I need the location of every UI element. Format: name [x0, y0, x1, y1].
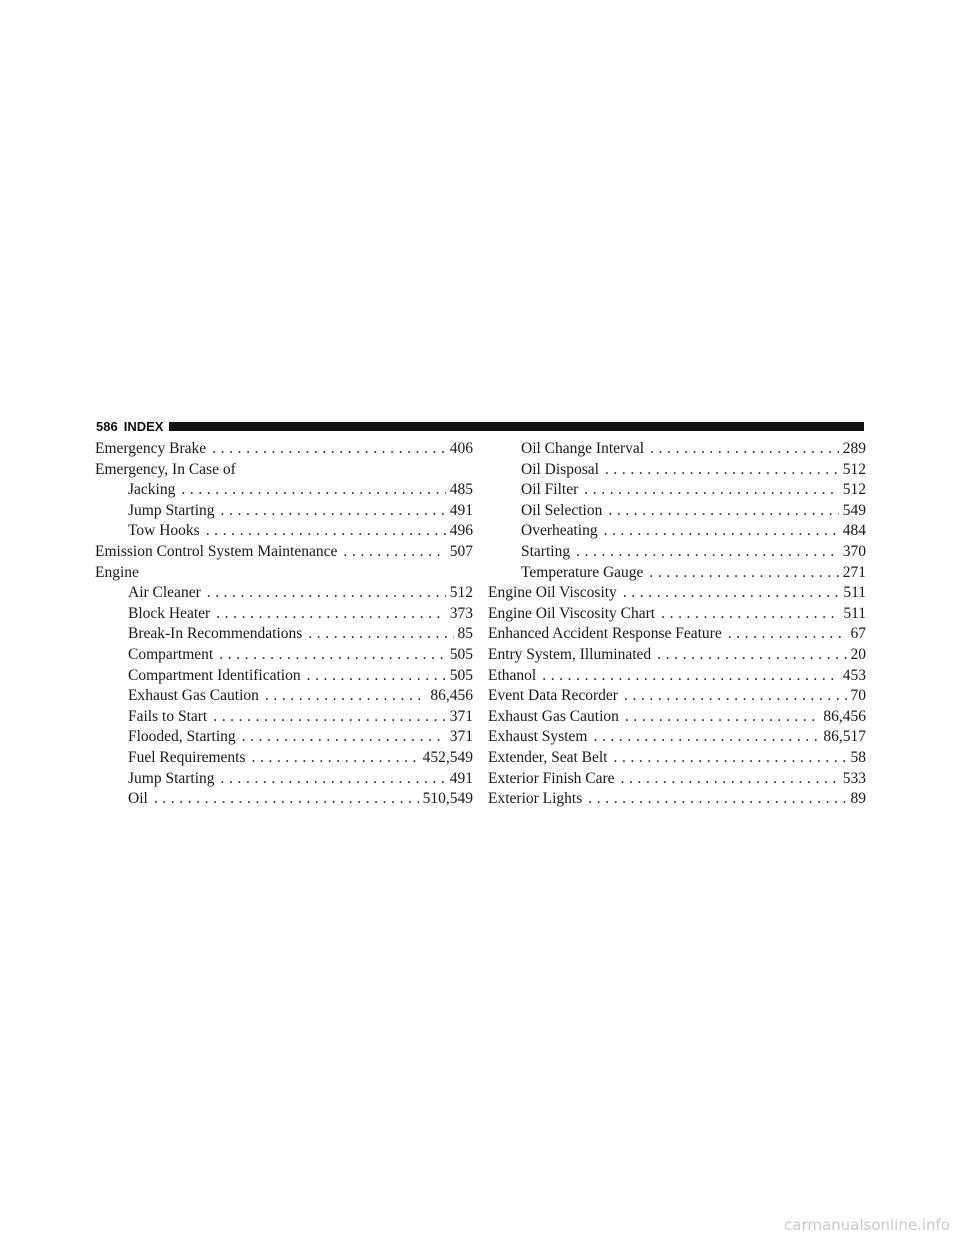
entry-term: Emission Control System Maintenance — [95, 542, 338, 560]
entry-term: Emergency Brake — [95, 440, 207, 457]
entry-term: Flooded, Starting — [128, 728, 236, 746]
index-entry — [95, 480, 473, 501]
entry-page-ref: 86,456 — [430, 687, 473, 705]
dot-leader — [604, 521, 839, 542]
dot-leader — [650, 439, 839, 460]
entry-term: Engine — [95, 563, 139, 581]
dot-leader — [649, 563, 838, 584]
entry-page-ref: 58 — [850, 748, 866, 766]
entry-term: Engine Oil Viscosity Chart — [488, 604, 656, 622]
index-entry — [95, 460, 473, 481]
entry-page-ref: 507 — [449, 542, 473, 560]
index-entry — [488, 439, 866, 460]
index-entry — [95, 501, 473, 522]
entry-page-ref: 496 — [449, 522, 473, 540]
entry-term: Exhaust Gas Caution — [488, 707, 619, 725]
entry-term: Starting — [521, 542, 571, 560]
entry-page-ref: 512 — [842, 460, 866, 478]
dot-leader — [207, 583, 446, 604]
dot-leader — [307, 666, 446, 687]
index-entry — [95, 604, 473, 625]
index-entry — [95, 563, 473, 584]
entry-page-ref: 511 — [843, 604, 866, 622]
index-entry — [488, 686, 866, 707]
index-entry — [488, 707, 866, 728]
index-entry — [488, 460, 866, 481]
entry-term: Enhanced Accident Response Feature — [488, 625, 722, 643]
entry-term: Exhaust System — [488, 728, 588, 746]
entry-page-ref: 67 — [850, 625, 866, 643]
entry-page-ref: 485 — [449, 481, 473, 499]
index-entry — [95, 727, 473, 748]
index-entry — [488, 521, 866, 542]
entry-page-ref: 453 — [842, 666, 866, 684]
dot-leader — [605, 460, 839, 481]
entry-page-ref: 371 — [449, 728, 473, 746]
dot-leader — [624, 686, 847, 707]
dot-leader — [343, 542, 445, 563]
entry-page-ref: 406 — [449, 440, 473, 457]
dot-leader — [181, 480, 445, 501]
entry-term: Emergency, In Case of — [95, 460, 236, 478]
index-entry — [488, 748, 866, 769]
index-entry — [95, 707, 473, 728]
entry-term: Entry System, Illuminated — [488, 645, 652, 663]
dot-leader — [242, 727, 446, 748]
entry-page-ref: 511 — [843, 584, 866, 602]
index-column-right — [488, 439, 866, 810]
index-entry — [95, 686, 473, 707]
entry-term: Engine Oil Viscosity — [488, 584, 617, 602]
entry-term: Extender, Seat Belt — [488, 748, 608, 766]
dot-leader — [542, 666, 839, 687]
dot-leader — [212, 439, 446, 460]
entry-term: Oil — [128, 790, 148, 808]
header-rule — [169, 422, 864, 431]
entry-term: Event Data Recorder — [488, 687, 618, 705]
entry-term: Oil Selection — [521, 501, 603, 519]
index-entry — [95, 542, 473, 563]
entry-page-ref: 89 — [850, 790, 866, 808]
entry-page-ref: 533 — [842, 769, 866, 787]
index-entry — [95, 748, 473, 769]
entry-page-ref: 510,549 — [422, 790, 473, 808]
dot-leader — [221, 769, 446, 790]
dot-leader — [219, 645, 446, 666]
entry-term: Break-In Recommendations — [128, 625, 303, 643]
entry-term: Block Heater — [128, 604, 211, 622]
dot-leader — [728, 624, 847, 645]
entry-page-ref: 512 — [449, 584, 473, 602]
page-header — [96, 417, 864, 435]
index-entry — [95, 769, 473, 790]
index-entry — [488, 563, 866, 584]
entry-page-ref: 70 — [850, 687, 866, 705]
entry-term: Temperature Gauge — [521, 563, 644, 581]
index-entry — [488, 480, 866, 501]
entry-term: Oil Change Interval — [521, 440, 645, 457]
index-entry — [95, 521, 473, 542]
entry-page-ref: 86,517 — [823, 728, 866, 746]
index-entry — [488, 501, 866, 522]
dot-leader — [621, 769, 839, 790]
entry-term: Exhaust Gas Caution — [128, 687, 259, 705]
entry-page-ref: 512 — [842, 481, 866, 499]
dot-leader — [661, 604, 839, 625]
dot-leader — [213, 707, 446, 728]
index-entry — [488, 604, 866, 625]
entry-term: Compartment Identification — [128, 666, 301, 684]
dot-leader — [613, 748, 846, 769]
entry-term: Oil Filter — [521, 481, 579, 499]
dot-leader — [308, 624, 453, 645]
dot-leader — [265, 686, 427, 707]
entry-page-ref: 484 — [842, 522, 866, 540]
entry-term: Jump Starting — [128, 769, 215, 787]
entry-page-ref: 452,549 — [422, 748, 473, 766]
entry-page-ref: 271 — [842, 563, 866, 581]
entry-term: Fails to Start — [128, 707, 208, 725]
entry-term: Air Cleaner — [128, 584, 201, 602]
entry-page-ref: 370 — [842, 542, 866, 560]
index-entry — [488, 789, 866, 810]
entry-page-ref: 505 — [449, 645, 473, 663]
entry-page-ref: 491 — [449, 501, 473, 519]
page-number: 586 — [96, 418, 118, 434]
entry-page-ref: 371 — [449, 707, 473, 725]
entry-term: Ethanol — [488, 666, 537, 684]
section-title: INDEX — [123, 418, 164, 434]
entry-term: Tow Hooks — [128, 522, 200, 540]
index-entry — [95, 789, 473, 810]
entry-term: Overheating — [521, 522, 598, 540]
dot-leader — [252, 748, 419, 769]
entry-page-ref: 86,456 — [823, 707, 866, 725]
entry-term: Oil Disposal — [521, 460, 599, 478]
entry-page-ref: 505 — [449, 666, 473, 684]
dot-leader — [657, 645, 846, 666]
index-entry — [95, 583, 473, 604]
dot-leader — [154, 789, 419, 810]
index-column-left — [95, 439, 473, 810]
entry-term: Jacking — [128, 481, 176, 499]
entry-term: Jump Starting — [128, 501, 215, 519]
entry-page-ref: 549 — [842, 501, 866, 519]
dot-leader — [593, 727, 819, 748]
index-entry — [488, 727, 866, 748]
entry-term: Exterior Lights — [488, 790, 583, 808]
entry-term: Exterior Finish Care — [488, 769, 615, 787]
index-entry — [95, 624, 473, 645]
entry-page-ref: 85 — [457, 625, 473, 643]
dot-leader — [623, 583, 840, 604]
dot-leader — [584, 480, 838, 501]
index-entry — [488, 645, 866, 666]
index-entry — [488, 624, 866, 645]
index-entry — [488, 666, 866, 687]
entry-term: Compartment — [128, 645, 214, 663]
dot-leader — [221, 501, 446, 522]
entry-page-ref: 373 — [449, 604, 473, 622]
index-entry — [95, 645, 473, 666]
index-entry — [488, 542, 866, 563]
entry-term: Fuel Requirements — [128, 748, 246, 766]
index-entry — [95, 666, 473, 687]
index-entry — [488, 769, 866, 790]
index-entry — [488, 583, 866, 604]
watermark: carmanualsonline.info — [784, 1216, 950, 1234]
dot-leader — [576, 542, 839, 563]
entry-page-ref: 20 — [850, 645, 866, 663]
index-entry — [95, 439, 473, 460]
entry-page-ref: 491 — [449, 769, 473, 787]
entry-page-ref: 289 — [842, 440, 866, 457]
dot-leader — [216, 604, 446, 625]
dot-leader — [206, 521, 446, 542]
dot-leader — [588, 789, 846, 810]
dot-leader — [608, 501, 838, 522]
dot-leader — [625, 707, 820, 728]
